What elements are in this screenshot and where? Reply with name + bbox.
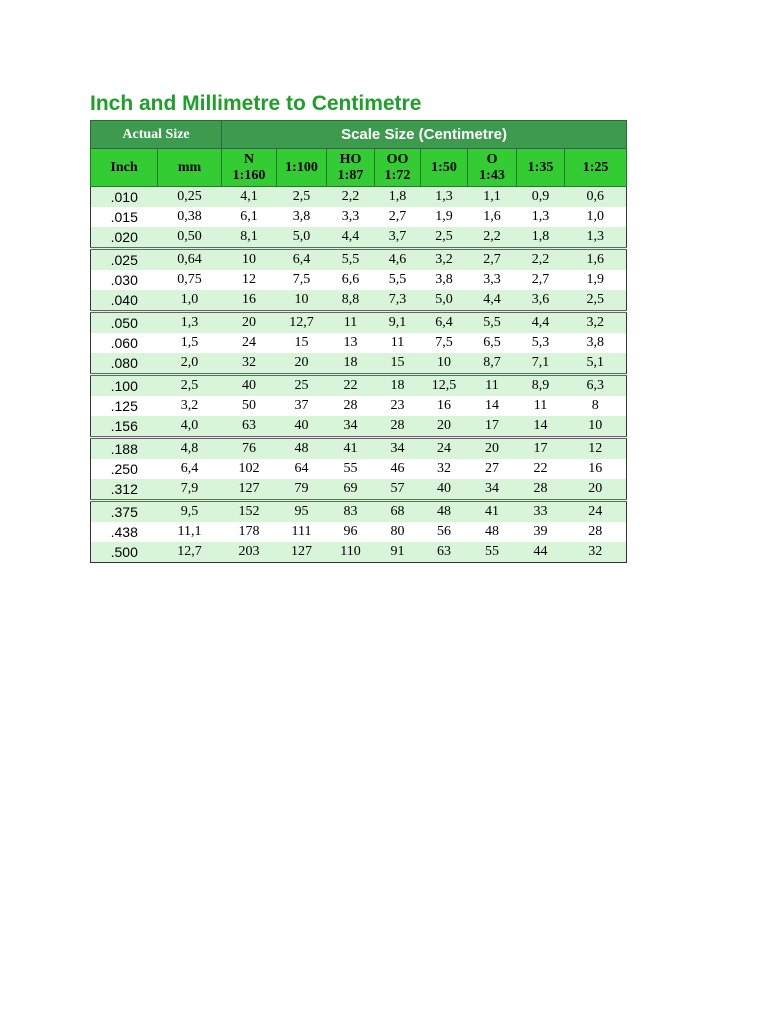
- cell-1-35: 17: [517, 438, 565, 460]
- table-row: [91, 187, 627, 208]
- cell-1-100: 25: [277, 375, 327, 397]
- col-header-n-scale: N 1:160: [222, 149, 277, 187]
- cell-oo-1-72: 4,6: [375, 249, 421, 271]
- cell-ho-1-87: 18: [327, 353, 375, 375]
- cell-inch: .060: [91, 333, 158, 353]
- cell-1-50: 3,8: [435, 272, 453, 287]
- cell-oo-1-72: 80: [390, 524, 405, 539]
- cell-o-1-43: 2,7: [468, 249, 517, 271]
- cell-1-25: 12: [565, 438, 627, 460]
- cell-o-1-43: 2,2: [468, 227, 517, 249]
- table-row: [91, 522, 627, 542]
- cell-oo-1-72: 28: [375, 416, 421, 438]
- cell-1-25: 10: [565, 416, 627, 438]
- cell-1-25: 8: [565, 396, 627, 416]
- cell-n-1-160: 32: [222, 353, 277, 375]
- cell-1-100: 20: [277, 353, 327, 375]
- table-row: [91, 270, 627, 290]
- cell-1-25: 3,8: [565, 333, 627, 353]
- cell-1-35: 1,8: [517, 227, 565, 249]
- cell-1-100: 2,5: [277, 187, 327, 208]
- table-row: [91, 396, 627, 416]
- cell-n-1-160: 40: [222, 375, 277, 397]
- cell-1-35: 1,3: [531, 209, 550, 224]
- cell-ho-1-87: 55: [343, 461, 358, 476]
- cell-o-1-43: 17: [468, 416, 517, 438]
- cell-1-25: 5,1: [565, 353, 627, 375]
- cell-oo-1-72: 57: [375, 479, 421, 501]
- cell-inch: .500: [91, 542, 158, 563]
- table-body: [91, 187, 627, 563]
- cell-oo-1-72: 5,5: [388, 272, 407, 287]
- cell-1-50: 10: [421, 353, 468, 375]
- cell-inch: .250: [91, 459, 158, 479]
- cell-1-100: 48: [277, 438, 327, 460]
- cell-1-50: 5,0: [421, 290, 468, 312]
- cell-1-100: 15: [294, 335, 309, 350]
- cell-1-35: 8,9: [517, 375, 565, 397]
- cell-oo-1-72: 3,7: [375, 227, 421, 249]
- cell-mm: 9,5: [158, 501, 222, 523]
- table-row: [91, 290, 627, 312]
- cell-1-100: 111: [291, 524, 312, 539]
- cell-1-100: 64: [294, 461, 309, 476]
- cell-inch: .010: [91, 187, 158, 208]
- cell-1-100: 12,7: [277, 312, 327, 334]
- cell-inch: .025: [91, 249, 158, 271]
- table-row: [91, 438, 627, 460]
- cell-1-50: 40: [421, 479, 468, 501]
- group-header-row: [91, 121, 627, 149]
- cell-n-1-160: 50: [242, 398, 257, 413]
- cell-1-25: 1,6: [565, 249, 627, 271]
- cell-ho-1-87: 8,8: [327, 290, 375, 312]
- cell-1-50: 48: [421, 501, 468, 523]
- table-row: [91, 416, 627, 438]
- cell-o-1-43: 6,5: [483, 335, 501, 350]
- col-header-o-scale: O 1:43: [468, 149, 517, 187]
- cell-1-25: 0,6: [565, 187, 627, 208]
- cell-1-25: 1,0: [565, 207, 627, 227]
- cell-1-35: 11: [533, 398, 548, 413]
- cell-o-1-43: 11: [468, 375, 517, 397]
- cell-1-25: 3,2: [565, 312, 627, 334]
- cell-o-1-43: 55: [468, 542, 517, 563]
- cell-o-1-43: 41: [468, 501, 517, 523]
- cell-oo-1-72: 34: [375, 438, 421, 460]
- cell-o-1-43: 4,4: [468, 290, 517, 312]
- cell-mm: 0,50: [158, 227, 222, 249]
- cell-ho-1-87: 11: [327, 312, 375, 334]
- table-row: [91, 375, 627, 397]
- table-row: [91, 459, 627, 479]
- cell-1-35: 4,4: [517, 312, 565, 334]
- cell-inch: .015: [91, 207, 158, 227]
- cell-o-1-43: 3,3: [483, 272, 501, 287]
- cell-o-1-43: 14: [485, 398, 500, 413]
- cell-1-100: 10: [277, 290, 327, 312]
- cell-inch: .125: [91, 396, 158, 416]
- cell-ho-1-87: 5,5: [327, 249, 375, 271]
- cell-mm: 0,64: [158, 249, 222, 271]
- cell-mm: 1,0: [158, 290, 222, 312]
- col-header-1-50: 1:50: [421, 149, 468, 187]
- cell-oo-1-72: 46: [390, 461, 405, 476]
- cell-mm: 0,38: [177, 209, 202, 224]
- cell-n-1-160: 127: [222, 479, 277, 501]
- cell-inch: .100: [91, 375, 158, 397]
- cell-n-1-160: 8,1: [222, 227, 277, 249]
- cell-inch: .040: [91, 290, 158, 312]
- cell-o-1-43: 48: [485, 524, 500, 539]
- cell-mm: 4,8: [158, 438, 222, 460]
- cell-1-25: 28: [565, 522, 627, 542]
- cell-1-100: 5,0: [277, 227, 327, 249]
- col-header-oo-scale: OO 1:72: [375, 149, 421, 187]
- cell-oo-1-72: 2,7: [388, 209, 407, 224]
- cell-inch: .156: [91, 416, 158, 438]
- cell-1-25: 2,5: [565, 290, 627, 312]
- cell-1-50: 63: [421, 542, 468, 563]
- cell-inch: .050: [91, 312, 158, 334]
- cell-mm: 2,0: [158, 353, 222, 375]
- cell-mm: 0,75: [177, 272, 202, 287]
- cell-1-100: 3,8: [292, 209, 311, 224]
- cell-n-1-160: 63: [222, 416, 277, 438]
- col-header-1-25: 1:25: [565, 149, 627, 187]
- cell-o-1-43: 1,1: [468, 187, 517, 208]
- cell-1-35: 39: [533, 524, 548, 539]
- cell-1-100: 6,4: [277, 249, 327, 271]
- cell-oo-1-72: 1,8: [375, 187, 421, 208]
- cell-1-25: 1,9: [565, 270, 627, 290]
- cell-1-50: 1,9: [435, 209, 453, 224]
- cell-o-1-43: 5,5: [468, 312, 517, 334]
- table-row: [91, 312, 627, 334]
- table-row: [91, 353, 627, 375]
- cell-n-1-160: 152: [222, 501, 277, 523]
- cell-1-50: 32: [437, 461, 452, 476]
- cell-ho-1-87: 3,3: [341, 209, 360, 224]
- cell-inch: .312: [91, 479, 158, 501]
- cell-1-35: 7,1: [517, 353, 565, 375]
- cell-ho-1-87: 69: [327, 479, 375, 501]
- cell-inch: .030: [91, 270, 158, 290]
- cell-1-35: 0,9: [517, 187, 565, 208]
- cell-1-50: 16: [437, 398, 452, 413]
- cell-1-100: 37: [294, 398, 309, 413]
- cell-1-35: 33: [517, 501, 565, 523]
- cell-o-1-43: 20: [468, 438, 517, 460]
- cell-oo-1-72: 91: [375, 542, 421, 563]
- conversion-table: [90, 120, 627, 563]
- column-header-row: [91, 149, 627, 187]
- cell-o-1-43: 1,6: [483, 209, 501, 224]
- cell-n-1-160: 76: [222, 438, 277, 460]
- cell-1-35: 2,7: [531, 272, 550, 287]
- cell-1-100: 127: [277, 542, 327, 563]
- cell-1-35: 22: [533, 461, 548, 476]
- cell-n-1-160: 4,1: [222, 187, 277, 208]
- col-header-mm: mm: [158, 149, 222, 187]
- cell-mm: 4,0: [158, 416, 222, 438]
- cell-mm: 11,1: [177, 524, 202, 539]
- cell-1-50: 2,5: [421, 227, 468, 249]
- cell-1-25: 20: [565, 479, 627, 501]
- table-row: [91, 249, 627, 271]
- cell-ho-1-87: 41: [327, 438, 375, 460]
- cell-1-25: 1,3: [565, 227, 627, 249]
- cell-1-50: 56: [437, 524, 452, 539]
- col-header-1-35: 1:35: [517, 149, 565, 187]
- cell-1-25: 24: [565, 501, 627, 523]
- cell-o-1-43: 34: [468, 479, 517, 501]
- cell-1-100: 79: [277, 479, 327, 501]
- cell-1-100: 40: [277, 416, 327, 438]
- table-row: [91, 207, 627, 227]
- cell-mm: 1,3: [158, 312, 222, 334]
- actual-size-header: Actual Size: [91, 121, 222, 149]
- cell-ho-1-87: 2,2: [327, 187, 375, 208]
- cell-1-50: 6,4: [421, 312, 468, 334]
- cell-mm: 12,7: [158, 542, 222, 563]
- cell-oo-1-72: 68: [375, 501, 421, 523]
- cell-mm: 2,5: [158, 375, 222, 397]
- cell-mm: 7,9: [158, 479, 222, 501]
- cell-n-1-160: 16: [222, 290, 277, 312]
- cell-1-35: 44: [517, 542, 565, 563]
- cell-oo-1-72: 23: [390, 398, 405, 413]
- cell-n-1-160: 10: [222, 249, 277, 271]
- cell-o-1-43: 27: [485, 461, 500, 476]
- cell-inch: .188: [91, 438, 158, 460]
- cell-mm: 0,25: [158, 187, 222, 208]
- cell-n-1-160: 24: [242, 335, 257, 350]
- cell-o-1-43: 8,7: [468, 353, 517, 375]
- cell-mm: 6,4: [180, 461, 199, 476]
- cell-mm: 1,5: [180, 335, 199, 350]
- cell-inch: .438: [91, 522, 158, 542]
- cell-inch: .020: [91, 227, 158, 249]
- cell-1-35: 2,2: [517, 249, 565, 271]
- col-header-ho-scale: HO 1:87: [327, 149, 375, 187]
- cell-1-35: 3,6: [517, 290, 565, 312]
- cell-n-1-160: 102: [238, 461, 260, 476]
- cell-n-1-160: 6,1: [240, 209, 258, 224]
- table-row: [91, 542, 627, 563]
- col-header-1-100: 1:100: [277, 149, 327, 187]
- cell-ho-1-87: 4,4: [327, 227, 375, 249]
- cell-inch: .080: [91, 353, 158, 375]
- cell-1-50: 3,2: [421, 249, 468, 271]
- table-row: [91, 227, 627, 249]
- cell-1-35: 28: [517, 479, 565, 501]
- scale-size-header: Scale Size (Centimetre): [222, 121, 627, 149]
- col-header-inch: Inch: [91, 149, 158, 187]
- cell-oo-1-72: 15: [375, 353, 421, 375]
- cell-1-50: 20: [421, 416, 468, 438]
- cell-oo-1-72: 18: [375, 375, 421, 397]
- cell-ho-1-87: 13: [343, 335, 358, 350]
- cell-n-1-160: 20: [222, 312, 277, 334]
- cell-1-35: 14: [517, 416, 565, 438]
- table-row: [91, 479, 627, 501]
- cell-ho-1-87: 34: [327, 416, 375, 438]
- cell-mm: 3,2: [180, 398, 199, 413]
- table-row: [91, 501, 627, 523]
- cell-n-1-160: 178: [238, 524, 260, 539]
- cell-n-1-160: 203: [222, 542, 277, 563]
- cell-1-100: 95: [277, 501, 327, 523]
- cell-1-50: 7,5: [435, 335, 453, 350]
- cell-1-25: 32: [565, 542, 627, 563]
- cell-ho-1-87: 96: [343, 524, 358, 539]
- cell-oo-1-72: 7,3: [375, 290, 421, 312]
- cell-oo-1-72: 9,1: [375, 312, 421, 334]
- cell-1-35: 5,3: [531, 335, 550, 350]
- cell-1-100: 7,5: [292, 272, 311, 287]
- cell-1-50: 12,5: [421, 375, 468, 397]
- cell-ho-1-87: 110: [327, 542, 375, 563]
- cell-oo-1-72: 11: [390, 335, 405, 350]
- cell-1-25: 16: [565, 459, 627, 479]
- cell-inch: .375: [91, 501, 158, 523]
- page-title: Inch and Millimetre to Centimetre: [90, 92, 422, 115]
- cell-1-50: 24: [421, 438, 468, 460]
- cell-ho-1-87: 22: [327, 375, 375, 397]
- cell-ho-1-87: 28: [343, 398, 358, 413]
- cell-1-50: 1,3: [421, 187, 468, 208]
- cell-ho-1-87: 6,6: [341, 272, 360, 287]
- cell-n-1-160: 12: [242, 272, 257, 287]
- table-row: [91, 333, 627, 353]
- cell-1-25: 6,3: [565, 375, 627, 397]
- cell-ho-1-87: 83: [327, 501, 375, 523]
